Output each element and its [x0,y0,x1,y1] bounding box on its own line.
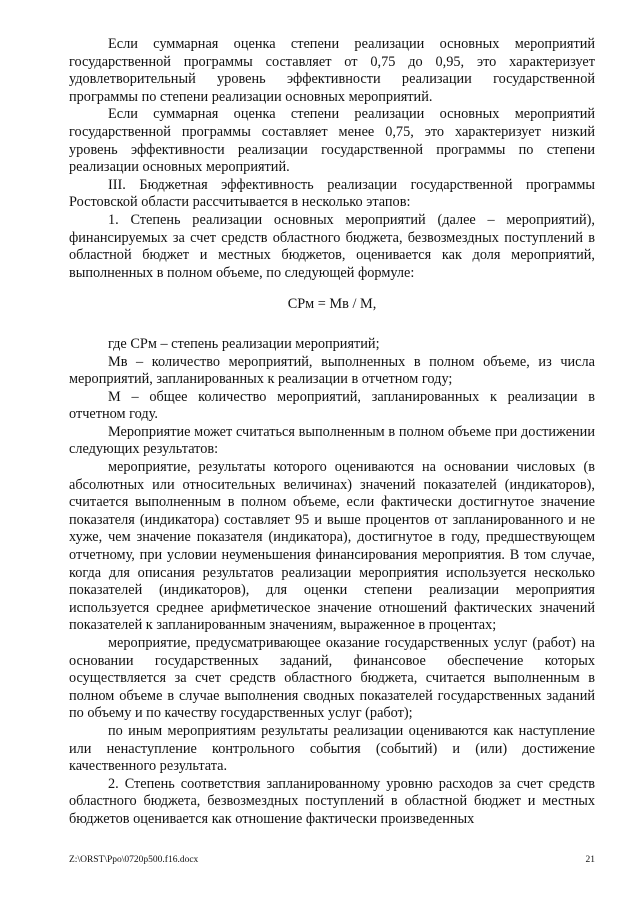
paragraph: мероприятие, результаты которого оцениваются на основании числовых (в абсолютных или относительных величинах) значений показателей (индикаторов), считается выполненным в полном объеме, если фактически достигнутое значение показателя (индикатора) составляет 95 и выше процентов от запланированного и не хуже, чем значение показателя (индикатора), достигнутое в году, предшествующем отчетному, при условии неуменьшения финансирования мероприятия. В том случае, когда для описания результатов реализации мероприятия используется несколько показателей (индикаторов), для оценки степени реализации мероприятия используется среднее арифметическое значение отношений фактических значений показателей к запланированным значениям, выраженное в процентах; [69,459,595,634]
paragraph: мероприятие, предусматривающее оказание государственных услуг (работ) на основании государственных заданий, финансовое обеспечение которых осуществляется за счет средств областного бюджета, считается выполненным в полном объеме в случае выполнения сводных показателей государственных заданий по объему и по качеству государственных услуг (работ); [69,635,595,722]
paragraph: 1. Степень реализации основных мероприятий (далее – мероприятий), финансируемых за счет средств областного бюджета, безвозмездных поступлений в областной бюджет и местных бюджетов, оценивается как доля мероприятий, выполненных в полном объеме, по следующей формуле: [69,211,595,281]
paragraph: Мв – количество мероприятий, выполненных в полном объеме, из числа мероприятий, запланированных к реализации в отчетном году; [69,353,595,388]
paragraph: Если суммарная оценка степени реализации основных мероприятий государственной программы составляет менее 0,75, это характеризует низкий уровень эффективности реализации государственной программы по степени реализации основных мероприятий. [69,106,595,176]
footer-file-path: Z:\ORST\Ppo\0720p500.f16.docx [69,855,199,865]
page-number: 21 [585,855,595,865]
document-body [69,36,595,829]
paragraph: 2. Степень соответствия запланированному уровню расходов за счет средств областного бюджета, безвозмездных поступлений в областной бюджет и местных бюджетов оценивается как отношение фактически произведенных [69,775,595,827]
formula: СРм = Мв / М, [287,296,377,313]
paragraph: где СРм – степень реализации мероприятий; [108,335,380,352]
paragraph: III. Бюджетная эффективность реализации государственной программы Ростовской области рассчитывается в несколько этапов: [69,176,595,211]
paragraph: по иным мероприятиям результаты реализации оцениваются как наступление или ненаступление контрольного события (событий) и (или) достижение качественного результата. [69,722,595,775]
paragraph: Мероприятие может считаться выполненным в полном объеме при достижении следующих результатов: [69,423,595,458]
paragraph: Если суммарная оценка степени реализации основных мероприятий государственной программы составляет от 0,75 до 0,95, это характеризует удовлетворительный уровень эффективности реализации государственной программы по степени реализации основных мероприятий. [69,36,595,105]
paragraph: М – общее количество мероприятий, запланированных к реализации в отчетном году. [69,388,595,423]
